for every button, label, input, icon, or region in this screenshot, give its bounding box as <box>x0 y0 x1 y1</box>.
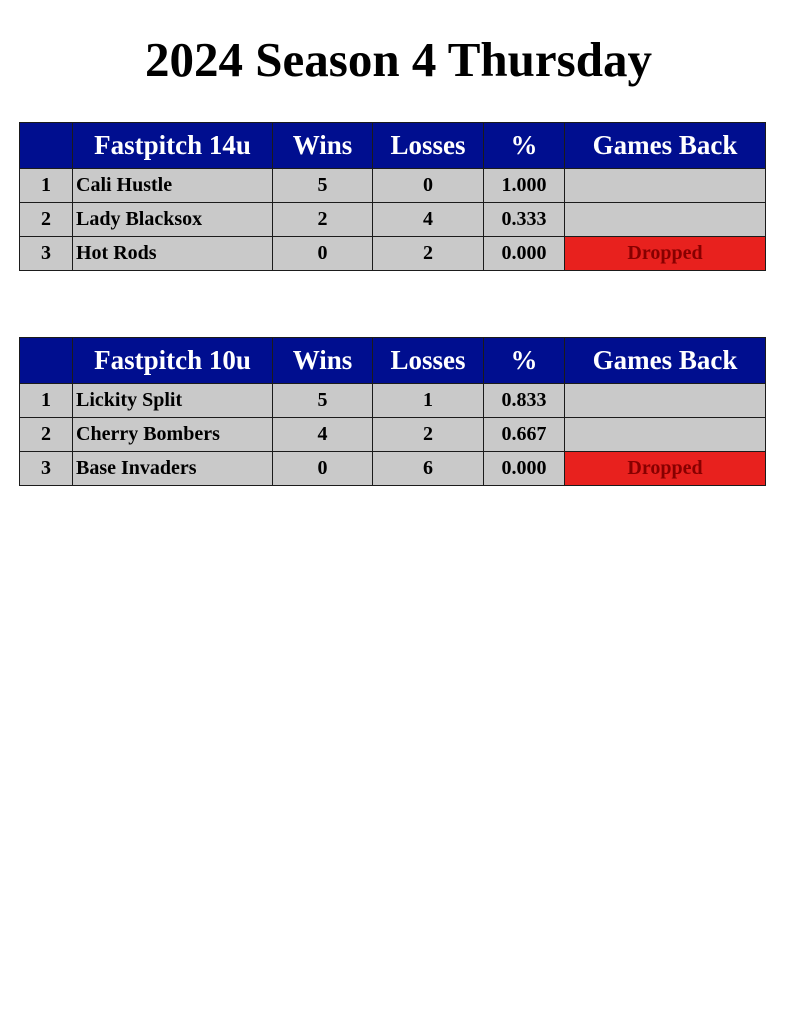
rank-cell: 2 <box>20 203 73 237</box>
wins-cell: 5 <box>273 384 373 418</box>
wins-header: Wins <box>273 338 373 384</box>
pct-cell: 0.667 <box>484 418 565 452</box>
losses-cell: 2 <box>373 237 484 271</box>
table-row <box>20 418 766 452</box>
losses-cell: 0 <box>373 169 484 203</box>
table-row <box>20 384 766 418</box>
rank-header <box>20 123 73 169</box>
losses-header: Losses <box>373 123 484 169</box>
games-back-cell <box>565 418 766 452</box>
wins-cell: 0 <box>273 452 373 486</box>
wins-cell: 5 <box>273 169 373 203</box>
table-row <box>20 452 766 486</box>
pct-cell: 0.333 <box>484 203 565 237</box>
standings-table-10u <box>19 337 766 486</box>
games-back-cell <box>565 203 766 237</box>
pct-header: % <box>484 123 565 169</box>
rank-cell: 1 <box>20 384 73 418</box>
games-back-header: Games Back <box>565 338 766 384</box>
standings-table-14u <box>19 122 766 271</box>
pct-cell: 0.000 <box>484 237 565 271</box>
division-name-header: Fastpitch 14u <box>73 123 273 169</box>
losses-cell: 1 <box>373 384 484 418</box>
games-back-cell <box>565 384 766 418</box>
rank-cell: 3 <box>20 237 73 271</box>
dropped-status-cell: Dropped <box>565 237 766 271</box>
pct-cell: 0.000 <box>484 452 565 486</box>
header-row <box>20 338 766 384</box>
table-row <box>20 203 766 237</box>
pct-cell: 0.833 <box>484 384 565 418</box>
team-cell: Base Invaders <box>73 452 273 486</box>
division-name-header: Fastpitch 10u <box>73 338 273 384</box>
losses-cell: 6 <box>373 452 484 486</box>
team-cell: Hot Rods <box>73 237 273 271</box>
wins-cell: 4 <box>273 418 373 452</box>
table-row <box>20 237 766 271</box>
rank-cell: 3 <box>20 452 73 486</box>
team-cell: Cherry Bombers <box>73 418 273 452</box>
rank-cell: 2 <box>20 418 73 452</box>
losses-cell: 4 <box>373 203 484 237</box>
team-cell: Lady Blacksox <box>73 203 273 237</box>
wins-cell: 0 <box>273 237 373 271</box>
table-row <box>20 169 766 203</box>
dropped-status-cell: Dropped <box>565 452 766 486</box>
wins-cell: 2 <box>273 203 373 237</box>
games-back-header: Games Back <box>565 123 766 169</box>
team-cell: Lickity Split <box>73 384 273 418</box>
team-cell: Cali Hustle <box>73 169 273 203</box>
rank-cell: 1 <box>20 169 73 203</box>
games-back-cell <box>565 169 766 203</box>
page-title: 2024 Season 4 Thursday <box>145 32 652 87</box>
losses-cell: 2 <box>373 418 484 452</box>
wins-header: Wins <box>273 123 373 169</box>
rank-header <box>20 338 73 384</box>
header-row <box>20 123 766 169</box>
pct-cell: 1.000 <box>484 169 565 203</box>
losses-header: Losses <box>373 338 484 384</box>
pct-header: % <box>484 338 565 384</box>
